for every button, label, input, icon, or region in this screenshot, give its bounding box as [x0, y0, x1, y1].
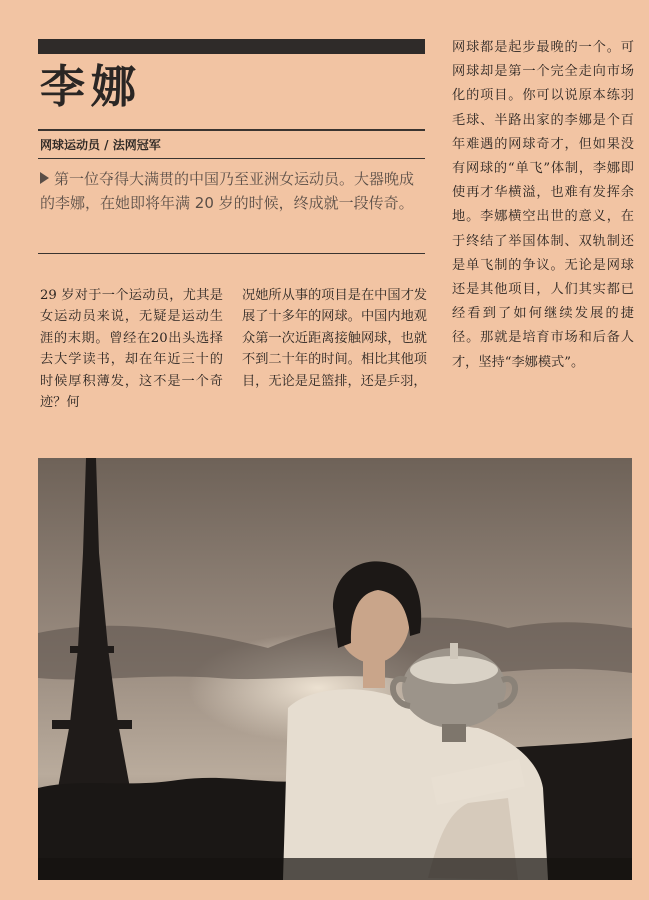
- body-column-1: 29 岁对于一个运动员，尤其是女运动员来说，无疑是运动生涯的末期。曾经在20出头选择去大学读书，却在年近三十的时候厚积薄发，这不是一个奇迹？何: [40, 288, 223, 411]
- lead-paragraph: [40, 167, 426, 215]
- article-subtitle: 网球运动员 / 法网冠军: [40, 138, 161, 152]
- body-column-3: 网球都是起步最晚的一个。可网球却是第一个完全走向市场化的项目。你可以说原本练羽毛球、半路出家的李娜是个百年难遇的网球奇才，但如果没有网球的“单飞”体制，李娜即使再才华横溢，也难有发挥余地。李娜横空出世的意义，在于终结了举国体制、双轨制还是单飞制的争议。无论是网球还是其他项目，人们其实都已经看到了如何继续发展的捷径。那就是培育市场和后备人才，坚持“李娜模式”。: [452, 40, 634, 370]
- title-bar: [38, 39, 425, 54]
- ground-shadow: [38, 858, 632, 880]
- article-title: 李娜: [40, 60, 143, 113]
- subtitle-rule: [38, 158, 425, 159]
- lead-rule: [38, 253, 425, 254]
- lead-text: 第一位夺得大满贯的中国乃至亚洲女运动员。大器晚成的李娜，在她即将年满 20 岁的时候，终成就一段传奇。: [40, 170, 415, 212]
- body-column-2: 况她所从事的项目是在中国才发展了十多年的网球。中国内地观众第一次近距离接触网球，也就不到二十年的时间。相比其他项目，无论是足篮排，还是乒羽，: [242, 288, 427, 389]
- li-na-photo: [38, 458, 632, 880]
- title-rule: [38, 129, 425, 131]
- photo-illustration: [38, 458, 632, 880]
- triangle-bullet-icon: [40, 172, 49, 184]
